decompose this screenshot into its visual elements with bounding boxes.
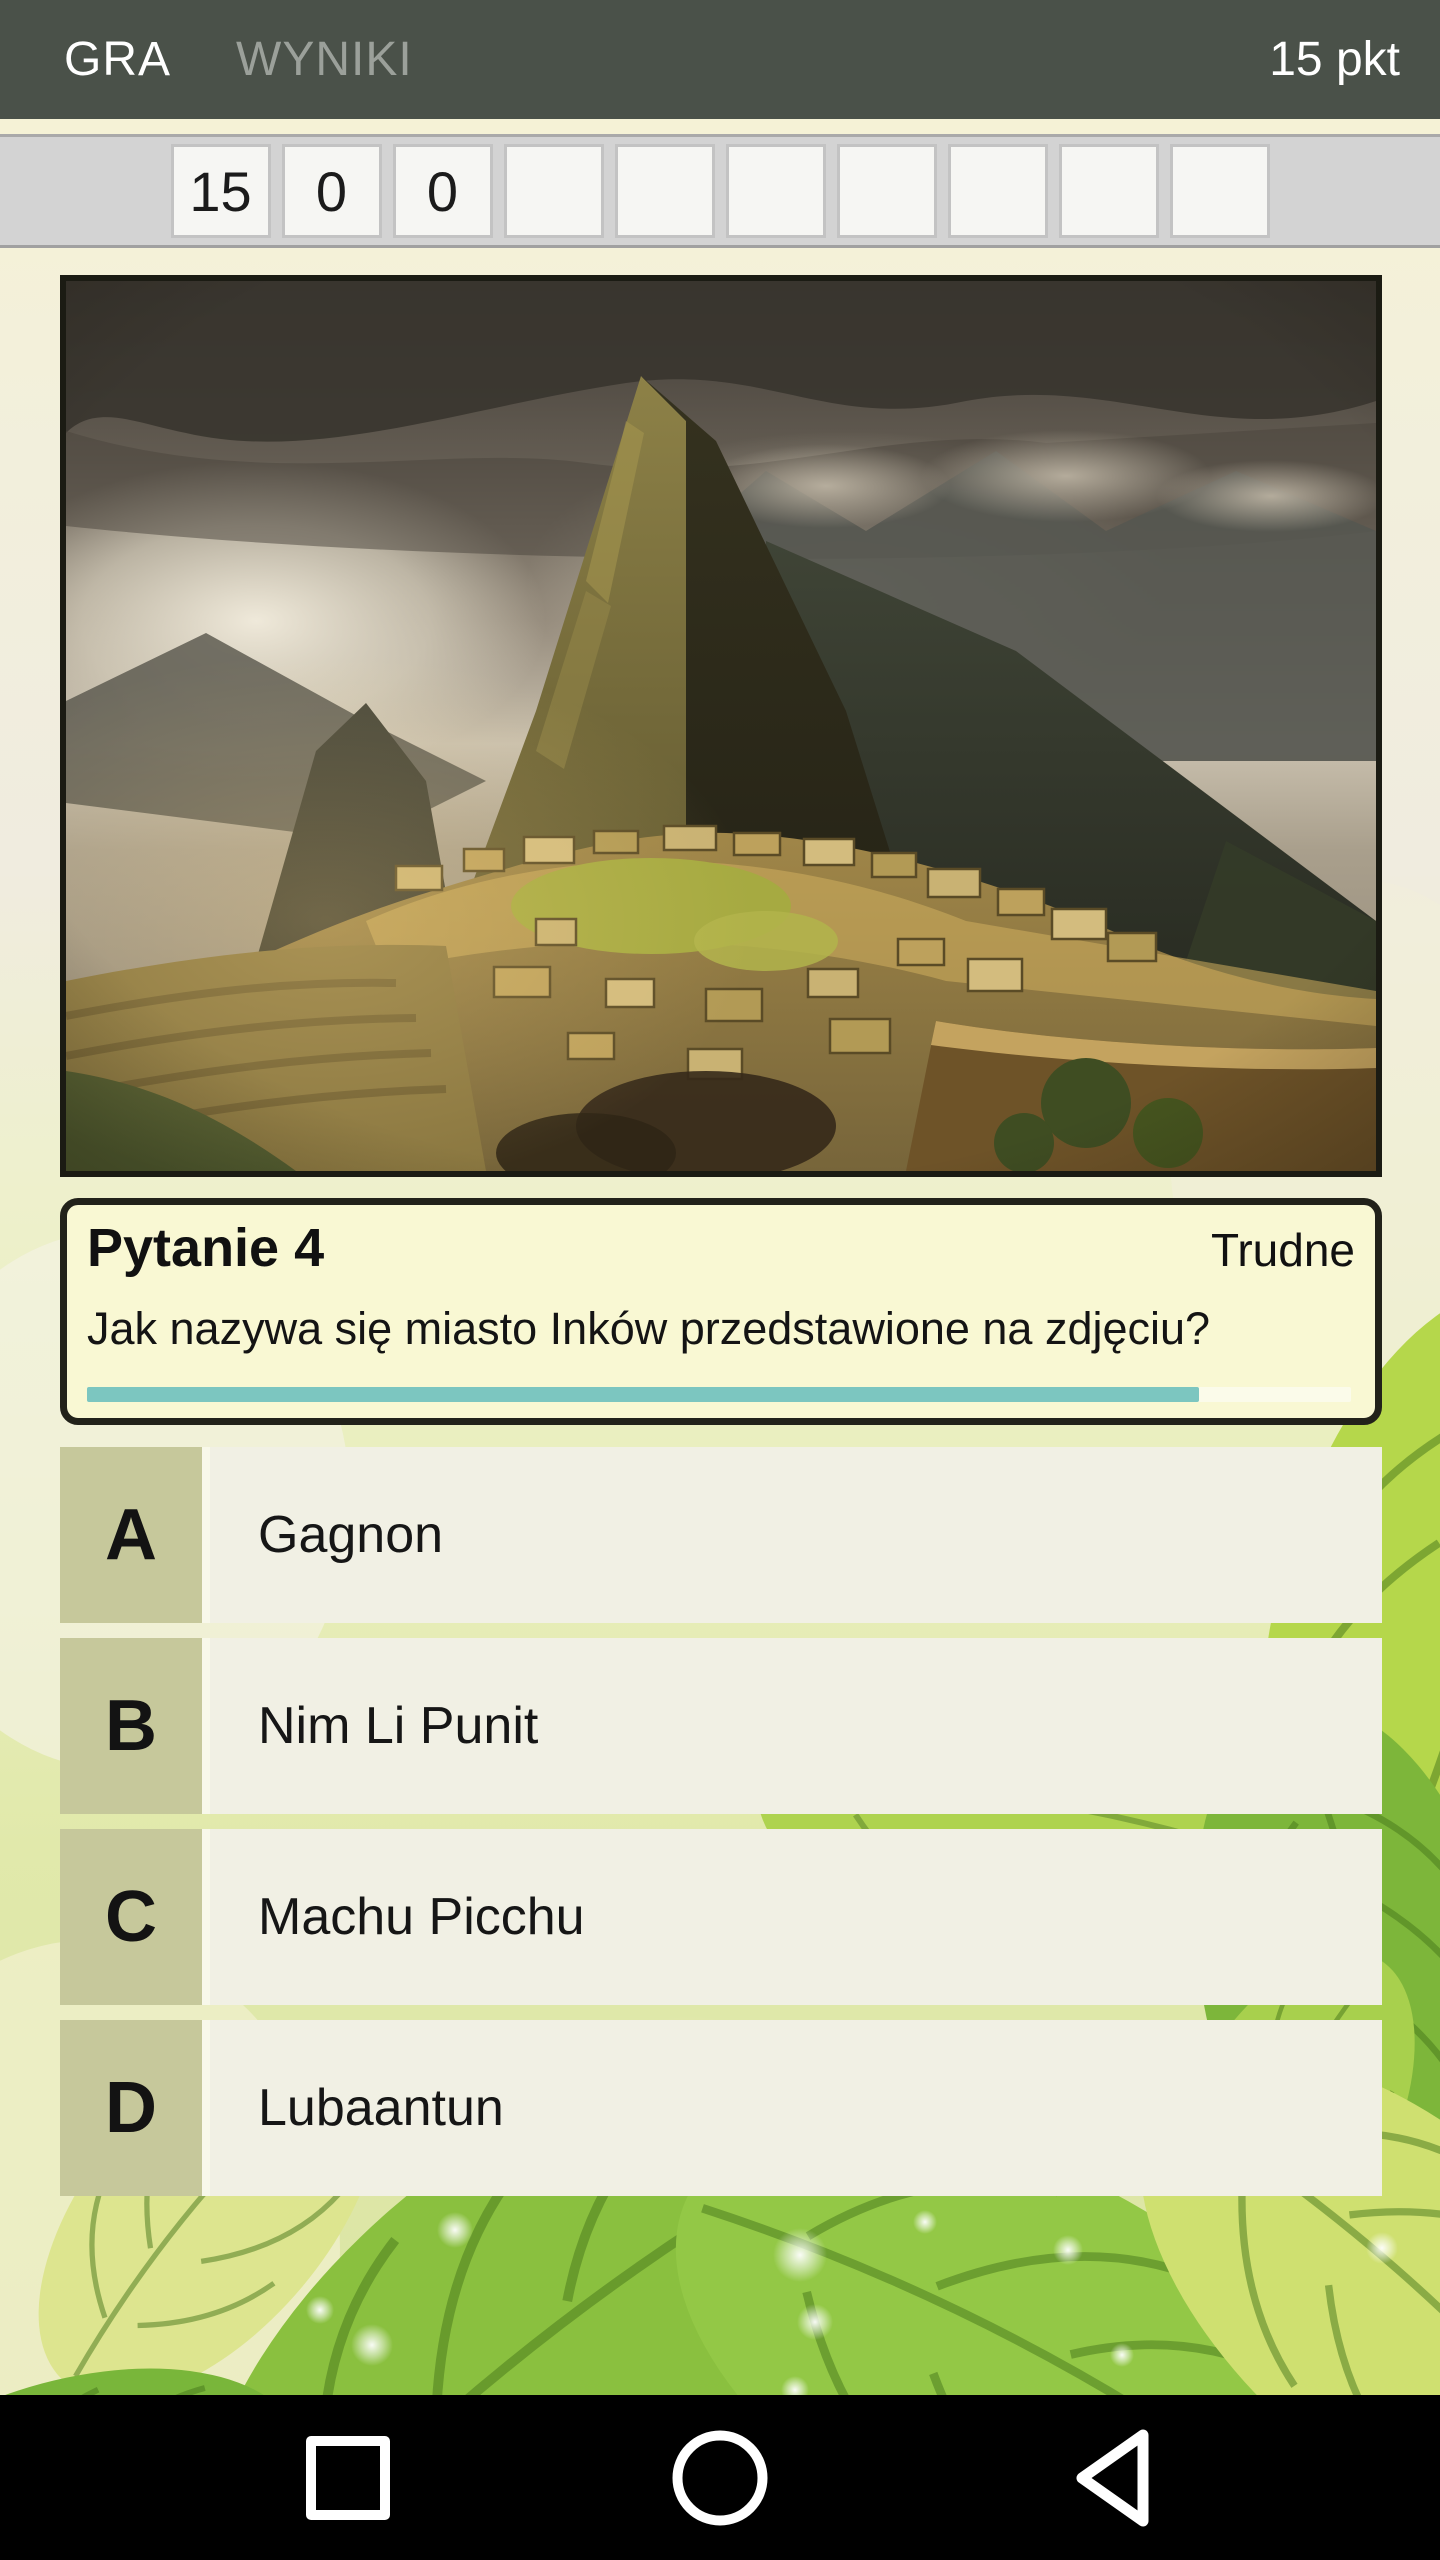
answer-row-c[interactable] <box>60 1829 1382 2005</box>
top-bar <box>0 0 1440 119</box>
answer-row-a[interactable] <box>60 1447 1382 1623</box>
scoreboard-strip <box>0 134 1440 248</box>
score-cell-5 <box>615 144 715 238</box>
android-navbar <box>0 2395 1440 2560</box>
question-photo-machu-picchu <box>60 275 1382 1177</box>
score-cell-3: 0 <box>393 144 493 238</box>
home-circle-icon <box>673 2430 768 2525</box>
question-text: Jak nazywa się miasto Inków przedstawione na zdjęciu? <box>87 1303 1211 1354</box>
answer-row-b[interactable] <box>60 1638 1382 1814</box>
answer-divider <box>202 1829 210 2005</box>
back-triangle-icon <box>1069 2426 1157 2530</box>
question-difficulty-badge: Trudne <box>1210 1224 1355 1276</box>
recents-button[interactable] <box>306 2436 390 2520</box>
question-card <box>60 1198 1382 1425</box>
answer-divider <box>202 1638 210 1814</box>
recents-square-icon <box>306 2436 390 2520</box>
score-cell-1: 15 <box>171 144 271 238</box>
answer-text-c: Machu Picchu <box>258 1888 585 1946</box>
tab-strip <box>0 32 413 87</box>
answer-text-a: Gagnon <box>258 1506 444 1564</box>
question-header <box>87 1217 1355 1279</box>
back-button[interactable] <box>1069 2426 1157 2530</box>
tab-gra[interactable]: GRA <box>64 33 172 86</box>
answer-text-d: Lubaantun <box>258 2079 504 2137</box>
score-cell-9 <box>1059 144 1159 238</box>
score-cell-8 <box>948 144 1048 238</box>
timer-fill <box>87 1387 1199 1402</box>
question-title: Pytanie 4 <box>87 1218 325 1278</box>
score-cell-4 <box>504 144 604 238</box>
score-cell-2: 0 <box>282 144 382 238</box>
answer-divider <box>202 1447 210 1623</box>
tab-wyniki[interactable]: WYNIKI <box>236 33 413 86</box>
answer-letter-b: B <box>60 1638 202 1814</box>
home-button[interactable] <box>673 2430 768 2525</box>
score-cell-6 <box>726 144 826 238</box>
answer-divider <box>202 2020 210 2196</box>
answer-row-d[interactable] <box>60 2020 1382 2196</box>
answer-letter-c: C <box>60 1829 202 2005</box>
answer-text-b: Nim Li Punit <box>258 1697 539 1755</box>
answers-list <box>60 1447 1382 2211</box>
points-total: 15 pkt <box>1269 33 1400 86</box>
answer-letter-d: D <box>60 2020 202 2196</box>
score-cell-10 <box>1170 144 1270 238</box>
score-cell-7 <box>837 144 937 238</box>
timer-track <box>87 1387 1351 1402</box>
answer-letter-a: A <box>60 1447 202 1623</box>
